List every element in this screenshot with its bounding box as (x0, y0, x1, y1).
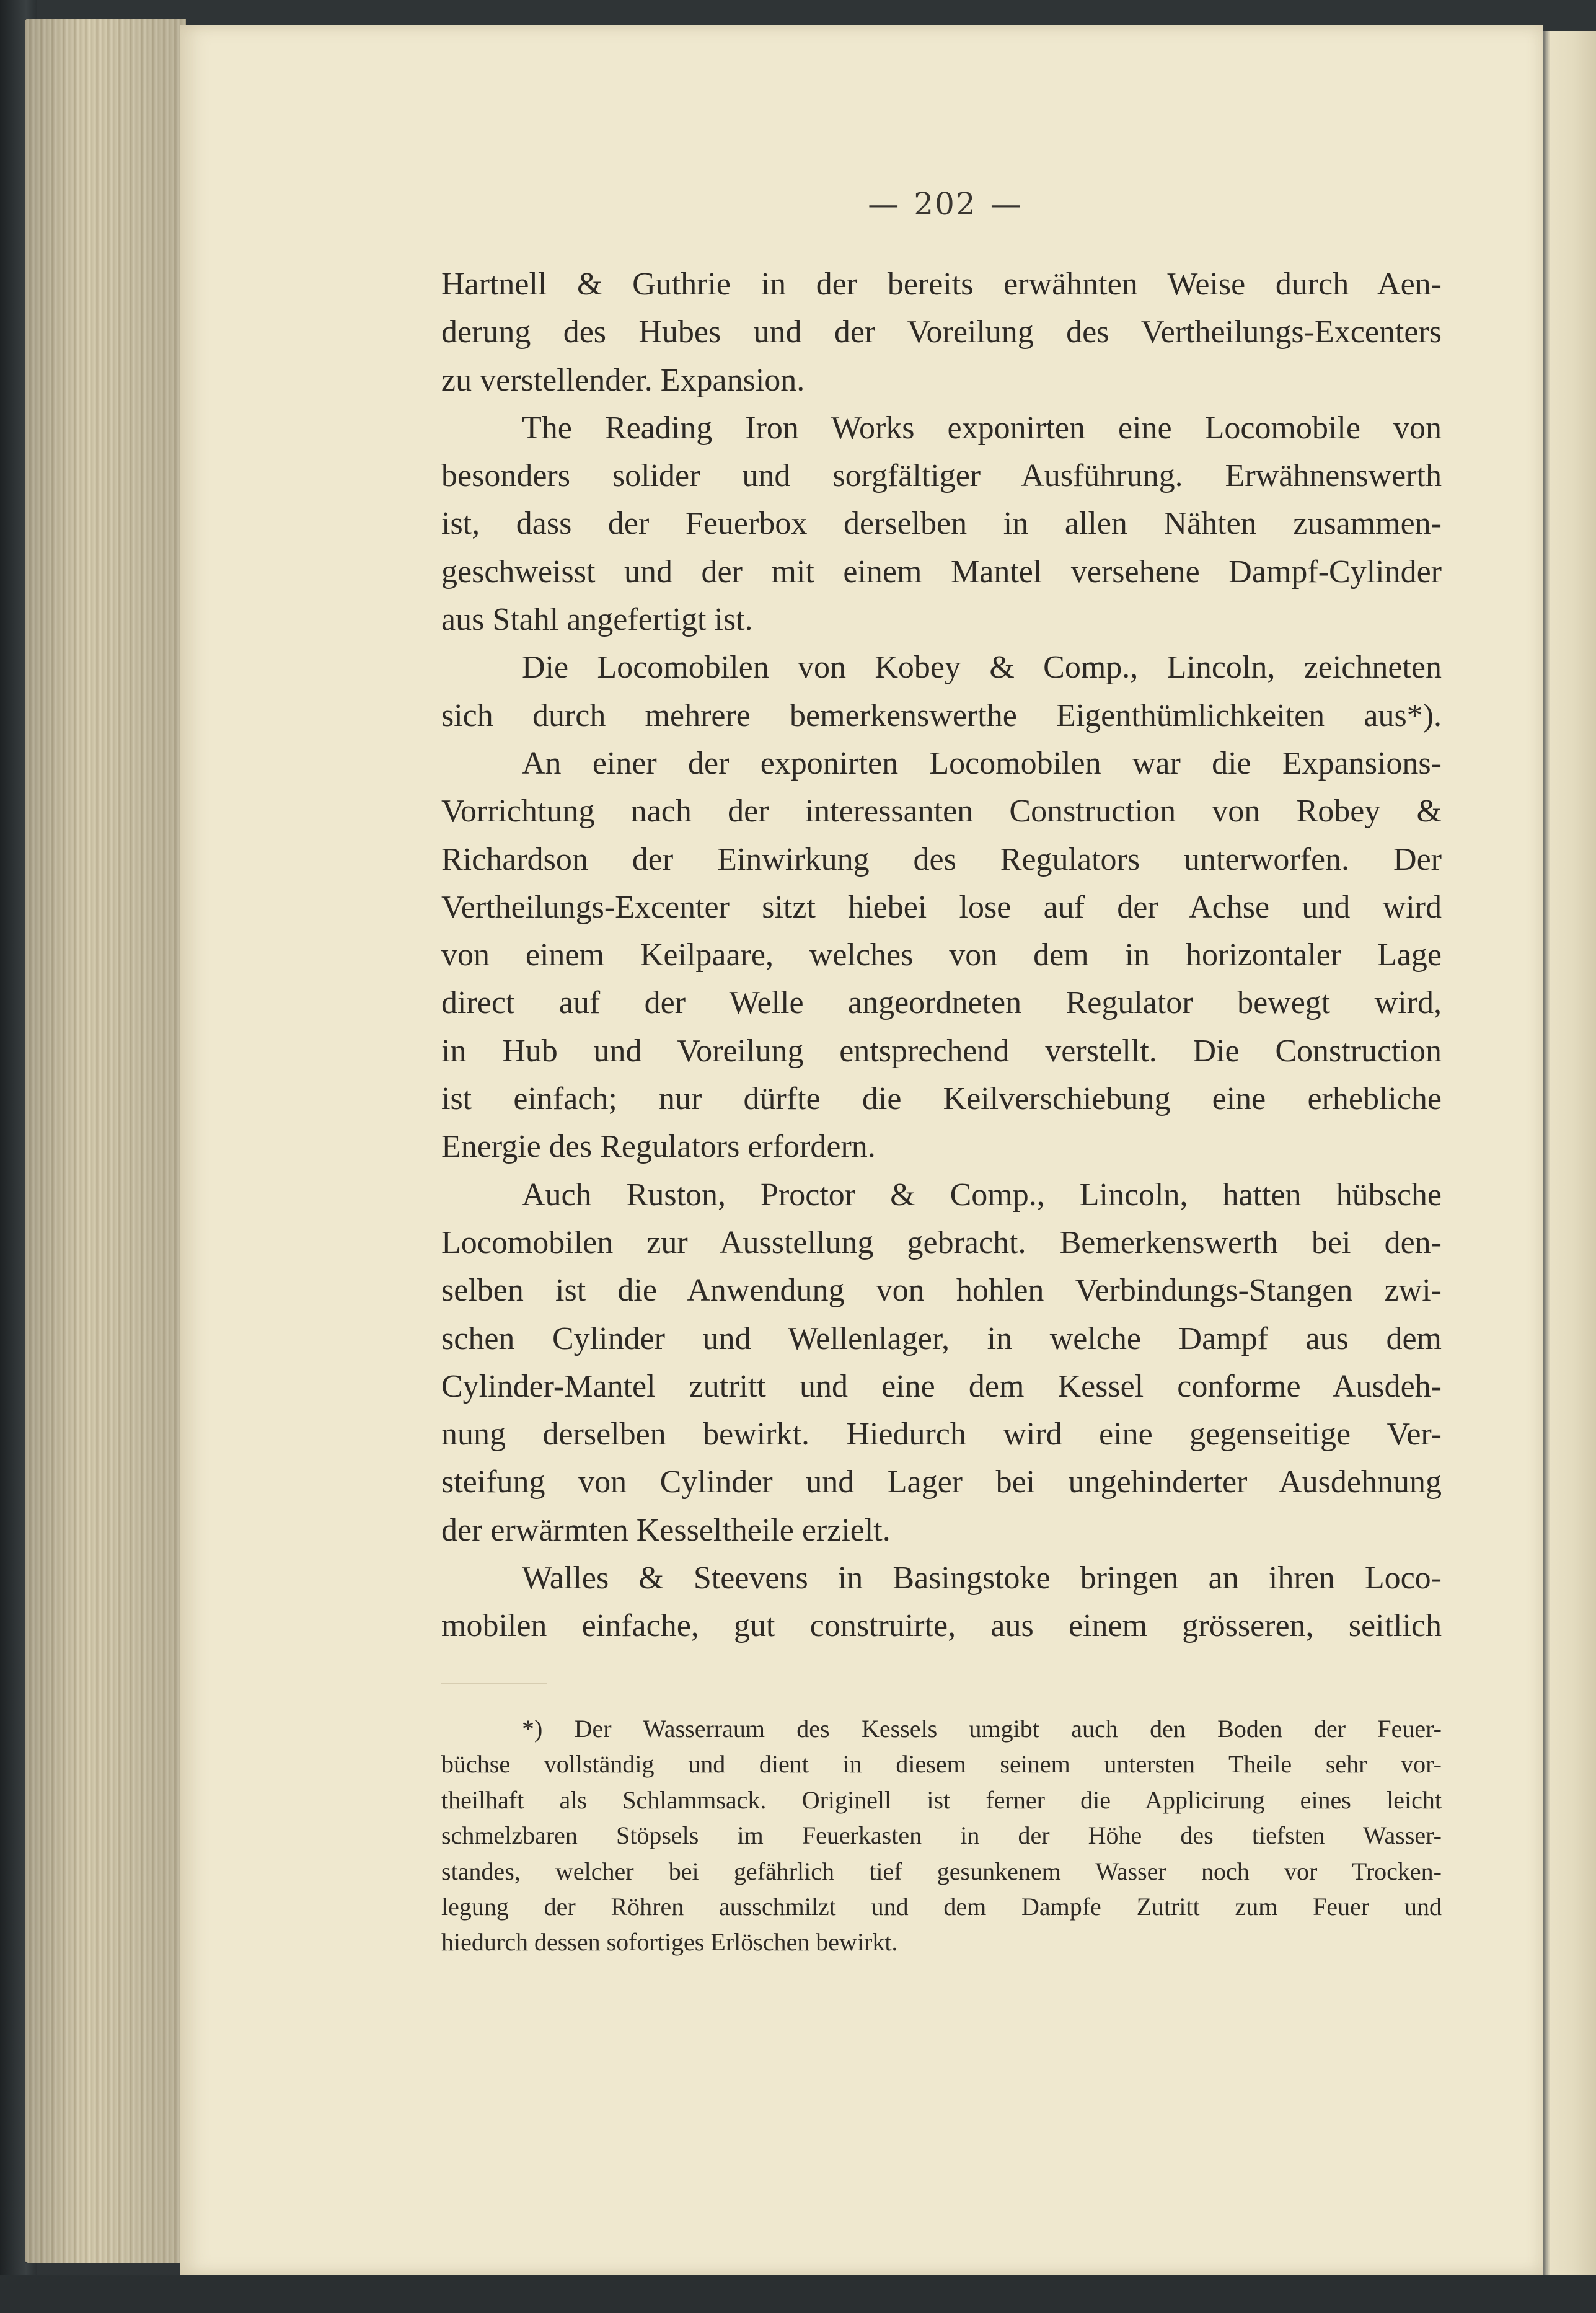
footnote-line: *) Der Wasserraum des Kessels umgibt auch den Boden der Feuer- (522, 1715, 1442, 1743)
footnote-line: standes, welcher bei gefährlich tief gesunkenem Wasser noch vor Trocken- (441, 1857, 1442, 1885)
footnote-line: schmelzbaren Stöpsels im Feuerkasten in der Höhe des tiefsten Wasser- (441, 1821, 1442, 1850)
footnote-line: legung der Röhren ausschmilzt und dem Dampfe Zutritt zum Feuer und (441, 1893, 1442, 1921)
body-line: selben ist die Anwendung von hohlen Verbindungs-Stangen zwi- (441, 1273, 1442, 1309)
body-line: derung des Hubes und der Voreilung des Vertheilungs-Excenters (441, 314, 1442, 350)
body-line: Hartnell & Guthrie in der bereits erwähnten Weise durch Aen- (441, 267, 1442, 302)
body-line: schen Cylinder und Wellenlager, in welche Dampf aus dem (441, 1320, 1442, 1356)
body-line: der erwärmten Kesseltheile erzielt. (441, 1512, 891, 1548)
body-line: Walles & Steevens in Basingstoke bringen an ihren Loco- (522, 1560, 1442, 1596)
scan-bottom-border (0, 2275, 1596, 2313)
body-line: Auch Ruston, Proctor & Comp., Lincoln, hatten hübsche (522, 1177, 1442, 1213)
footnote-separator (441, 1683, 547, 1684)
body-line: geschweisst und der mit einem Mantel versehene Dampf-Cylinder (441, 554, 1442, 590)
body-line: Richardson der Einwirkung des Regulators unterworfen. Der (441, 841, 1442, 877)
body-line: mobilen einfache, gut construirte, aus einem grösseren, seitlich (441, 1608, 1442, 1644)
page-number-dash-left: — (868, 186, 901, 222)
body-line: direct auf der Welle angeordneten Regulator bewegt wird, (441, 985, 1442, 1021)
body-line: von einem Keilpaare, welches von dem in horizontaler Lage (441, 937, 1442, 973)
body-line: Locomobilen zur Ausstellung gebracht. Bemerkenswerth bei den- (441, 1224, 1442, 1260)
body-text (441, 260, 1442, 1650)
body-line: Die Locomobilen von Kobey & Comp., Lincoln, zeichneten (522, 650, 1442, 686)
footnote-line: hiedurch dessen sofortiges Erlöschen bewirkt. (441, 1928, 898, 1957)
body-line: besonders solider und sorgfältiger Ausführung. Erwähnenswerth (441, 458, 1442, 494)
body-line: An einer der exponirten Locomobilen war die Expansions- (522, 745, 1442, 781)
footnote-line: büchse vollständig und dient in diesem seinem untersten Theile sehr vor- (441, 1750, 1442, 1779)
body-line: ist einfach; nur dürfte die Keilverschiebung eine erhebliche (441, 1081, 1442, 1117)
body-line: Vertheilungs-Excenter sitzt hiebei lose auf der Achse und wird (441, 889, 1442, 925)
body-line: steifung von Cylinder und Lager bei ungehinderter Ausdehnung (441, 1464, 1442, 1500)
facing-page-edge (1540, 31, 1596, 2275)
body-line: nung derselben bewirkt. Hiedurch wird eine gegenseitige Ver- (441, 1417, 1442, 1453)
body-line: in Hub und Voreilung entsprechend verstellt. Die Construction (441, 1033, 1442, 1069)
body-line: Energie des Regulators erfordern. (441, 1129, 876, 1165)
body-line: sich durch mehrere bemerkenswerthe Eigenthümlichkeiten aus*). (441, 697, 1442, 733)
page-edges-stack (25, 19, 186, 2263)
page-number (840, 186, 1051, 222)
body-line: aus Stahl angefertigt ist. (441, 602, 753, 638)
page-number-dash-right: — (990, 186, 1023, 222)
body-line: Cylinder-Mantel zutritt und eine dem Kessel conforme Ausdeh- (441, 1368, 1442, 1404)
body-line: The Reading Iron Works exponirten eine Locomobile von (522, 410, 1442, 446)
page-number-value: 202 (914, 186, 977, 222)
body-line: zu verstellender. Expansion. (441, 362, 805, 398)
footnote-line: theilhaft als Schlammsack. Originell ist ferner die Applicirung eines leicht (441, 1785, 1442, 1814)
footnote (441, 1711, 1442, 1960)
body-line: Vorrichtung nach der interessanten Construction von Robey & (441, 794, 1442, 829)
body-line: ist, dass der Feuerbox derselben in allen Nähten zusammen- (441, 506, 1442, 542)
